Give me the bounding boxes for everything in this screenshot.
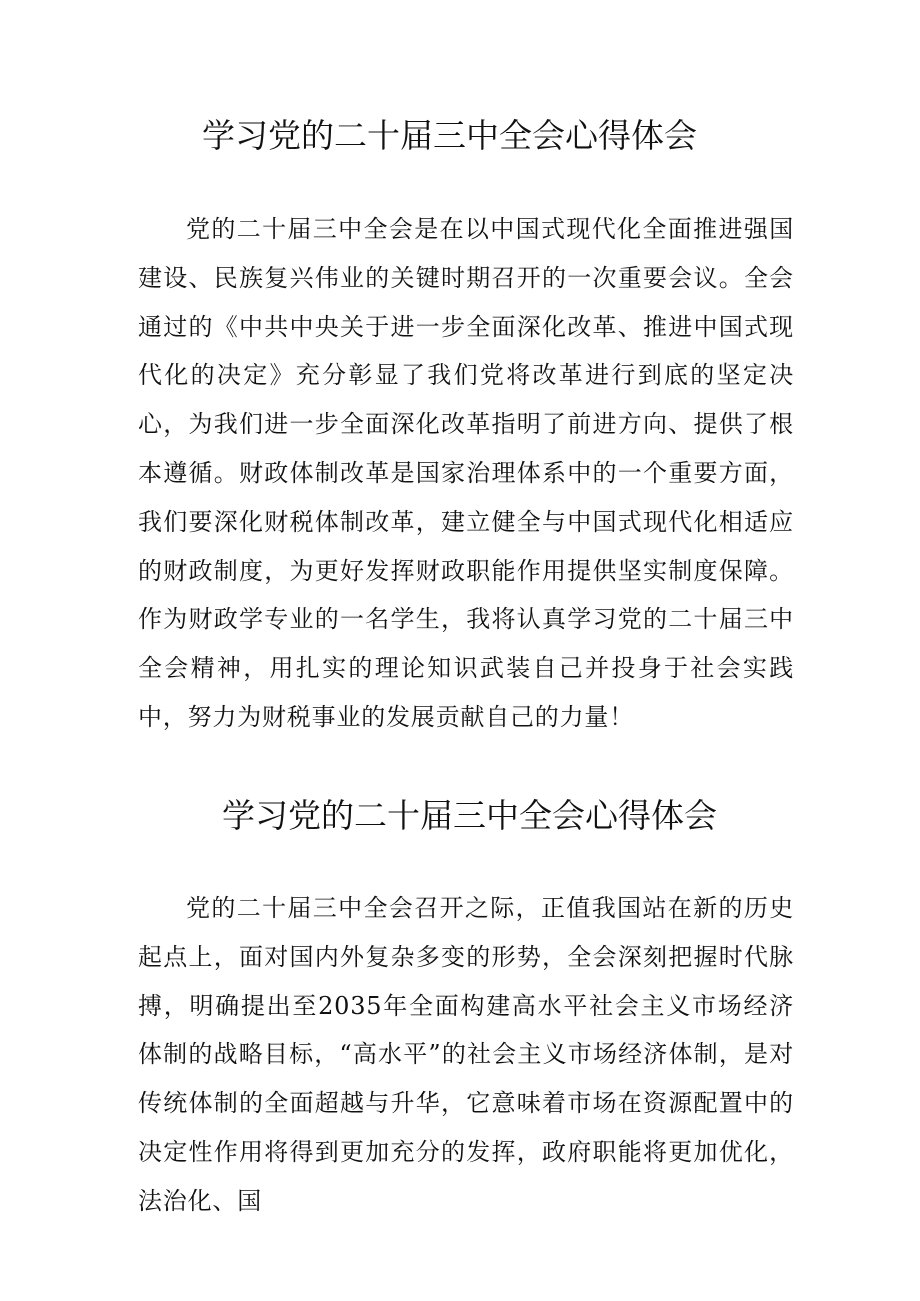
- section-2-title: 学习党的二十届三中全会心得体会: [222, 796, 717, 835]
- section-1-paragraph: 党的二十届三中全会是在以中国式现代化全面推进强国建设、民族复兴伟业的关键时期召开的一次重要会议。全会通过的《中共中央关于进一步全面深化改革、推进中国式现代化的决定》充分彰显了我们党将改革进行到底的坚定决心，为我们进一步全面深化改革指明了前进方向、提供了根本遵循。财政体制改革是国家治理体系中的一个重要方面，我们要深化财税体制改革，建立健全与中国式现代化相适应的财政制度，为更好发挥财政职能作用提供坚实制度保障。作为财政学专业的一名学生，我将认真学习党的二十届三中全会精神，用扎实的理论知识武装自己并投身于社会实践中，努力为财税事业的发展贡献自己的力量！: [138, 215, 794, 731]
- section-2-paragraph: 党的二十届三中全会召开之际，正值我国站在新的历史起点上，面对国内外复杂多变的形势，全会深刻把握时代脉搏，明确提出至2035年全面构建高水平社会主义市场经济体制的战略目标，“高水平”的社会主义市场经济体制，是对传统体制的全面超越与升华，它意味着市场在资源配置中的决定性作用将得到更加充分的发挥，政府职能将更加优化，法治化、国: [138, 894, 794, 1215]
- section-1-title: 学习党的二十届三中全会心得体会: [202, 116, 697, 155]
